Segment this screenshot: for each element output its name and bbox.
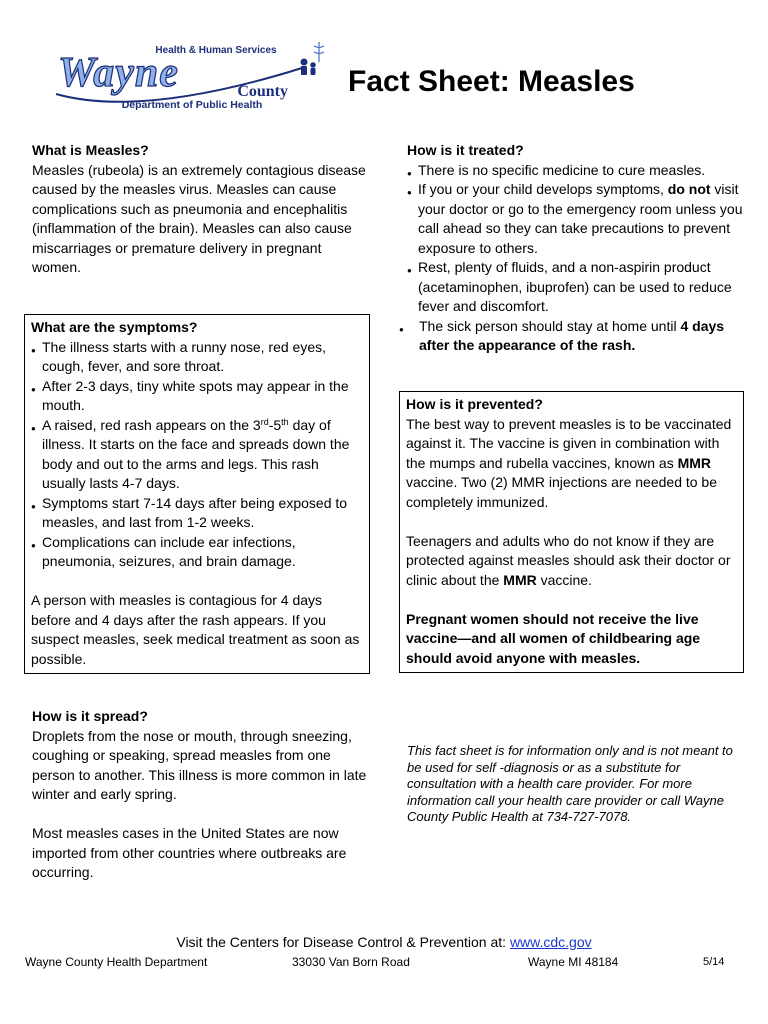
spread-paragraph-1: Droplets from the nose or mouth, through sneezing, coughing or speaking, spread measles from one person to another. This illness is more common in late winter and early spring. bbox=[32, 727, 367, 802]
footer-city: Wayne MI 48184 bbox=[528, 955, 619, 969]
treated-heading: How is it treated? bbox=[407, 142, 524, 158]
logo-county: County bbox=[237, 83, 288, 100]
symptoms-list bbox=[31, 338, 363, 572]
footer-address: 33030 Van Born Road bbox=[292, 955, 410, 969]
prevented-heading: How is it prevented? bbox=[406, 396, 543, 412]
treatment-item: ● Rest, plenty of fluids, and a non-aspirin product (acetaminophen, ibuprofen) can be used to reduce fever and discomfort. bbox=[407, 258, 744, 317]
treated-list bbox=[399, 161, 744, 317]
logo-wordmark: Wayne bbox=[58, 50, 179, 96]
cdc-link[interactable]: www.cdc.gov bbox=[509, 934, 592, 950]
logo-bottom-text: Department of Public Health bbox=[121, 99, 263, 111]
prevented-box bbox=[399, 391, 744, 673]
symptom-item: ● Symptoms start 7-14 days after being exposed to measles, and last from 1-2 weeks. bbox=[31, 494, 363, 533]
symptom-item: ● After 2-3 days, tiny white spots may appear in the mouth. bbox=[31, 377, 363, 416]
symptoms-box bbox=[24, 314, 370, 674]
contagious-text: A person with measles is contagious for 4 days before and 4 days after the rash appears. If you suspect measles, seek medical treatment as soon as possible. bbox=[31, 592, 360, 667]
logo-top-text: Health & Human Services bbox=[155, 45, 277, 56]
page-title: Fact Sheet: Measles bbox=[348, 65, 635, 98]
wayne-county-logo bbox=[52, 38, 330, 116]
symptoms-heading: What are the symptoms? bbox=[31, 319, 198, 335]
pregnancy-warning: Pregnant women should not receive the live vaccine—and all women of childbearing age should avoid anyone with measles. bbox=[406, 610, 701, 666]
footer-department: Wayne County Health Department bbox=[25, 955, 208, 969]
what-is-section bbox=[32, 141, 372, 278]
prevented-paragraph-2: Teenagers and adults who do not know if they are protected against measles should ask their doctor or clinic about the MMR vaccine. bbox=[406, 532, 731, 588]
treatment-item: ● If you or your child develops symptoms, do not visit your doctor or go to the emergency room unless you call ahead so they can take precautions to prevent exposure to others. bbox=[407, 180, 744, 258]
what-is-heading: What is Measles? bbox=[32, 142, 149, 158]
what-is-body: Measles (rubeola) is an extremely contagious disease caused by the measles virus. Measles can cause complications such as pneumonia and encephalitis (inflammation of the brain). Measles can also cause miscarriages or premature delivery in pregnant women. bbox=[32, 161, 366, 275]
treatment-item: ● There is no specific medicine to cure measles. bbox=[407, 161, 744, 181]
spread-paragraph-2: Most measles cases in the United States are now imported from other countries where outbreaks are occurring. bbox=[32, 825, 347, 880]
treated-section bbox=[399, 141, 744, 356]
disclaimer-text: This fact sheet is for information only and is not meant to be used for self -diagnosis or as a substitute for consultation with a health care provider. For more information call your health care provider or call Wayne County Public Health at 734-727-7078. bbox=[407, 743, 733, 824]
footer-date: 5/14 bbox=[703, 956, 725, 968]
symptom-item-rash: ● A raised, red rash appears on the 3rd-5th day of illness. It starts on the face and spreads down the body and out to the arms and legs. This rash usually lasts 4-7 days. bbox=[31, 416, 363, 494]
symptom-item: ● The illness starts with a runny nose, red eyes, cough, fever, and sore throat. bbox=[31, 338, 363, 377]
prevented-paragraph-1: The best way to prevent measles is to be vaccinated against it. The vaccine is given in combination with the mumps and rubella vaccines, known as MMR vaccine. Two (2) MMR injections are needed to be completely immunized. bbox=[406, 415, 732, 510]
cdc-visit-line bbox=[0, 933, 768, 953]
caduceus-icon bbox=[314, 42, 324, 62]
cdc-visit-text: Visit the Centers for Disease Control & Prevention at: bbox=[176, 934, 510, 950]
symptom-item: ● Complications can include ear infections, pneumonia, seizures, and brain damage. bbox=[31, 533, 363, 572]
treated-list-stay-home bbox=[399, 317, 744, 356]
spread-section bbox=[32, 707, 372, 883]
family-icon bbox=[301, 59, 316, 76]
spread-heading: How is it spread? bbox=[32, 708, 148, 724]
treatment-item: ● The sick person should stay at home until 4 days after the appearance of the rash. bbox=[399, 317, 744, 356]
